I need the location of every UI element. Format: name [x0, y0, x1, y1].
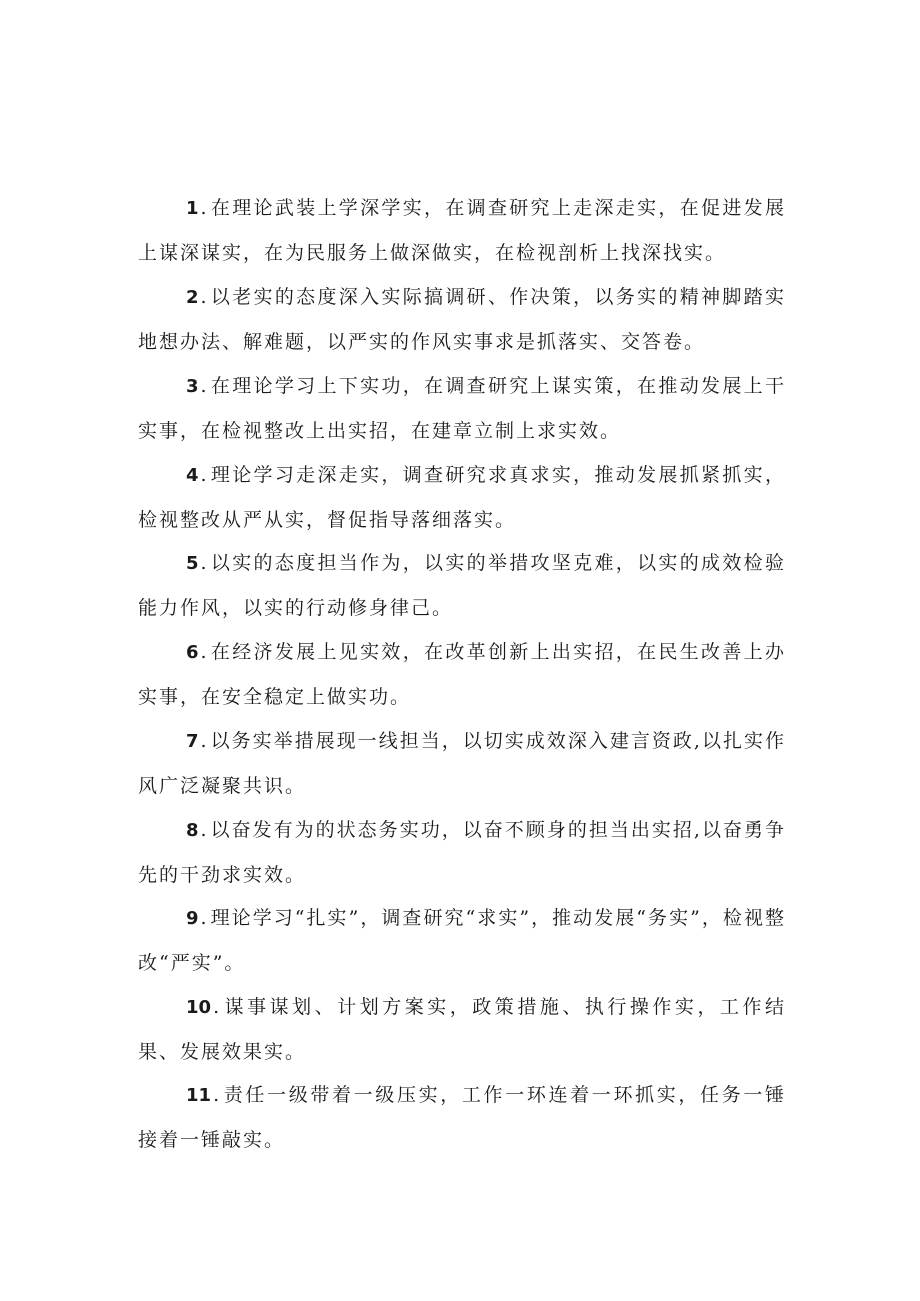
item-text: 责任一级带着一级压实，工作一环连着一环抓实，任务一锤接着一锤敲实。 — [138, 1084, 786, 1151]
item-text: 以奋发有为的状态务实功，以奋不顾身的担当出实招,以奋勇争先的干劲求实效。 — [138, 819, 786, 886]
item-number: 11 — [186, 1085, 212, 1106]
item-number: 4 — [186, 465, 199, 486]
list-item: 4 . 理论学习走深走实，调查研究求真求实，推动发展抓紧抓实，检视整改从严从实，督促指导落细落实。 — [138, 464, 786, 531]
item-number: 8 — [186, 820, 199, 841]
item-text: 谋事谋划、计划方案实，政策措施、执行操作实，工作结果、发展效果实。 — [138, 996, 786, 1063]
item-text: 理论学习走深走实，调查研究求真求实，推动发展抓紧抓实，检视整改从严从实，督促指导落细落实。 — [138, 464, 786, 531]
item-number: 9 — [186, 908, 199, 929]
item-number: 1 — [186, 198, 199, 219]
list-item: 9 . 理论学习“扎实”，调查研究“求实”，推动发展“务实”，检视整改“严实”。 — [138, 907, 786, 974]
item-text: 以老实的态度深入实际搞调研、作决策，以务实的精神脚踏实地想办法、解难题，以严实的作风实事求是抓落实、交答卷。 — [138, 286, 786, 353]
item-number: 10 — [186, 997, 212, 1018]
list-item: 3 . 在理论学习上下实功，在调查研究上谋实策，在推动发展上干实事，在检视整改上出实招，在建章立制上求实效。 — [138, 375, 786, 442]
item-number: 5 — [186, 553, 199, 574]
list-item: 8 . 以奋发有为的状态务实功，以奋不顾身的担当出实招,以奋勇争先的干劲求实效。 — [138, 819, 786, 886]
list-item: 11 . 责任一级带着一级压实，工作一环连着一环抓实，任务一锤接着一锤敲实。 — [138, 1084, 786, 1151]
list-item: 2 . 以老实的态度深入实际搞调研、作决策，以务实的精神脚踏实地想办法、解难题，以严实的作风实事求是抓落实、交答卷。 — [138, 286, 786, 353]
item-number: 2 — [186, 287, 199, 308]
list-item: 7 . 以务实举措展现一线担当，以切实成效深入建言资政,以扎实作风广泛凝聚共识。 — [138, 730, 786, 797]
item-number: 6 — [186, 642, 199, 663]
item-text: 在经济发展上见实效，在改革创新上出实招，在民生改善上办实事，在安全稳定上做实功。 — [138, 641, 786, 708]
item-text: 以务实举措展现一线担当，以切实成效深入建言资政,以扎实作风广泛凝聚共识。 — [138, 730, 786, 797]
item-text: 在理论学习上下实功，在调查研究上谋实策，在推动发展上干实事，在检视整改上出实招，在建章立制上求实效。 — [138, 375, 786, 442]
item-text: 在理论武装上学深学实，在调查研究上走深走实，在促进发展上谋深谋实，在为民服务上做深做实，在检视剖析上找深找实。 — [138, 197, 786, 264]
list-item: 6 . 在经济发展上见实效，在改革创新上出实招，在民生改善上办实事，在安全稳定上做实功。 — [138, 641, 786, 708]
item-text: 理论学习“扎实”，调查研究“求实”，推动发展“务实”，检视整改“严实”。 — [138, 907, 786, 974]
item-number: 3 — [186, 376, 199, 397]
list-item: 1 . 在理论武装上学深学实，在调查研究上走深走实，在促进发展上谋深谋实，在为民服务上做深做实，在检视剖析上找深找实。 — [138, 197, 786, 264]
list-item: 10 . 谋事谋划、计划方案实，政策措施、执行操作实，工作结果、发展效果实。 — [138, 996, 786, 1063]
list-item: 5 . 以实的态度担当作为，以实的举措攻坚克难，以实的成效检验能力作风，以实的行动修身律己。 — [138, 552, 786, 619]
item-text: 以实的态度担当作为，以实的举措攻坚克难，以实的成效检验能力作风，以实的行动修身律己。 — [138, 552, 786, 619]
item-number: 7 — [186, 731, 199, 752]
